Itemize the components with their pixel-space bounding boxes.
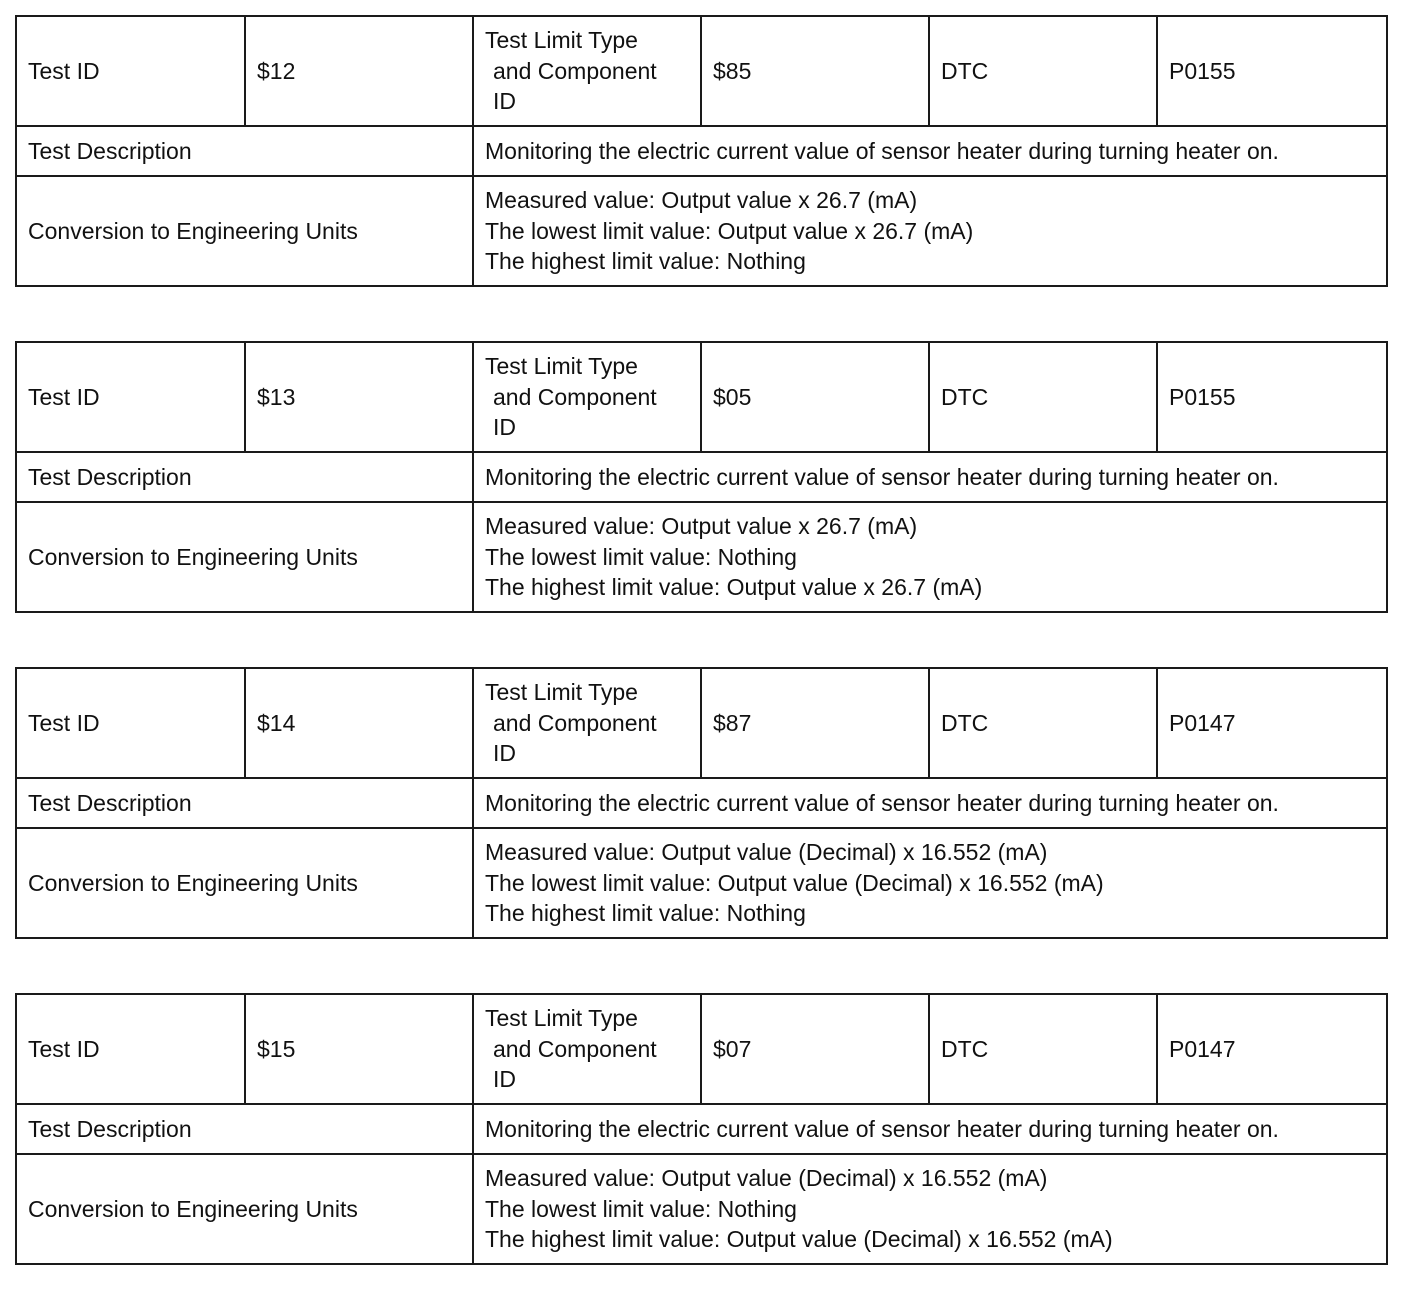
test-id-label: Test ID <box>16 668 245 778</box>
dtc-label: DTC <box>929 668 1157 778</box>
test-id-label: Test ID <box>16 994 245 1104</box>
test-spec-tables <box>15 15 1386 1265</box>
test-description-value: Monitoring the electric current value of sensor heater during turning heater on. <box>473 452 1387 502</box>
limit-type-label: Test Limit Type and Component ID <box>473 342 701 452</box>
description-row <box>16 126 1387 176</box>
dtc-value: P0155 <box>1157 16 1387 126</box>
dtc-label: DTC <box>929 16 1157 126</box>
table-header-row <box>16 668 1387 778</box>
test-id-label: Test ID <box>16 16 245 126</box>
conversion-label: Conversion to Engineering Units <box>16 176 473 286</box>
measured-value-line: Measured value: Output value (Decimal) x 16.552 (mA) <box>485 1165 1048 1192</box>
limit-type-value: $87 <box>701 668 929 778</box>
test-id-value: $14 <box>245 668 473 778</box>
highest-limit-line: The highest limit value: Output value x 26.7 (mA) <box>485 574 983 601</box>
measured-value-line: Measured value: Output value (Decimal) x 16.552 (mA) <box>485 839 1048 866</box>
table-header-row <box>16 342 1387 452</box>
conversion-value <box>473 828 1387 938</box>
lowest-limit-line: The lowest limit value: Output value (Decimal) x 16.552 (mA) <box>485 869 1104 896</box>
limit-type-label: Test Limit Type and Component ID <box>473 668 701 778</box>
limit-type-label: Test Limit Type and Component ID <box>473 16 701 126</box>
highest-limit-line: The highest limit value: Nothing <box>485 900 806 927</box>
highest-limit-line: The highest limit value: Output value (Decimal) x 16.552 (mA) <box>485 1226 1113 1253</box>
test-id-label: Test ID <box>16 342 245 452</box>
measured-value-line: Measured value: Output value x 26.7 (mA) <box>485 187 918 214</box>
highest-limit-line: The highest limit value: Nothing <box>485 248 806 275</box>
test-description-label: Test Description <box>16 778 473 828</box>
dtc-value: P0147 <box>1157 668 1387 778</box>
conversion-row <box>16 502 1387 612</box>
test-description-value: Monitoring the electric current value of sensor heater during turning heater on. <box>473 778 1387 828</box>
conversion-label: Conversion to Engineering Units <box>16 502 473 612</box>
lowest-limit-line: The lowest limit value: Output value x 26.7 (mA) <box>485 217 974 244</box>
limit-type-value: $07 <box>701 994 929 1104</box>
conversion-label: Conversion to Engineering Units <box>16 1154 473 1264</box>
test-id-value: $13 <box>245 342 473 452</box>
test-id-value: $15 <box>245 994 473 1104</box>
table-header-row <box>16 16 1387 126</box>
dtc-value: P0155 <box>1157 342 1387 452</box>
limit-type-value: $85 <box>701 16 929 126</box>
test-description-label: Test Description <box>16 1104 473 1154</box>
test-spec-table <box>15 15 1388 287</box>
conversion-value <box>473 1154 1387 1264</box>
dtc-value: P0147 <box>1157 994 1387 1104</box>
test-spec-table <box>15 341 1388 613</box>
conversion-value <box>473 502 1387 612</box>
test-description-label: Test Description <box>16 126 473 176</box>
dtc-label: DTC <box>929 994 1157 1104</box>
test-id-value: $12 <box>245 16 473 126</box>
test-description-value: Monitoring the electric current value of sensor heater during turning heater on. <box>473 126 1387 176</box>
description-row <box>16 1104 1387 1154</box>
description-row <box>16 452 1387 502</box>
test-spec-table <box>15 993 1388 1265</box>
lowest-limit-line: The lowest limit value: Nothing <box>485 1195 797 1222</box>
test-spec-table <box>15 667 1388 939</box>
conversion-row <box>16 828 1387 938</box>
conversion-row <box>16 1154 1387 1264</box>
description-row <box>16 778 1387 828</box>
measured-value-line: Measured value: Output value x 26.7 (mA) <box>485 513 918 540</box>
test-description-value: Monitoring the electric current value of sensor heater during turning heater on. <box>473 1104 1387 1154</box>
table-header-row <box>16 994 1387 1104</box>
dtc-label: DTC <box>929 342 1157 452</box>
limit-type-label: Test Limit Type and Component ID <box>473 994 701 1104</box>
conversion-label: Conversion to Engineering Units <box>16 828 473 938</box>
lowest-limit-line: The lowest limit value: Nothing <box>485 543 797 570</box>
conversion-value <box>473 176 1387 286</box>
test-description-label: Test Description <box>16 452 473 502</box>
limit-type-value: $05 <box>701 342 929 452</box>
conversion-row <box>16 176 1387 286</box>
